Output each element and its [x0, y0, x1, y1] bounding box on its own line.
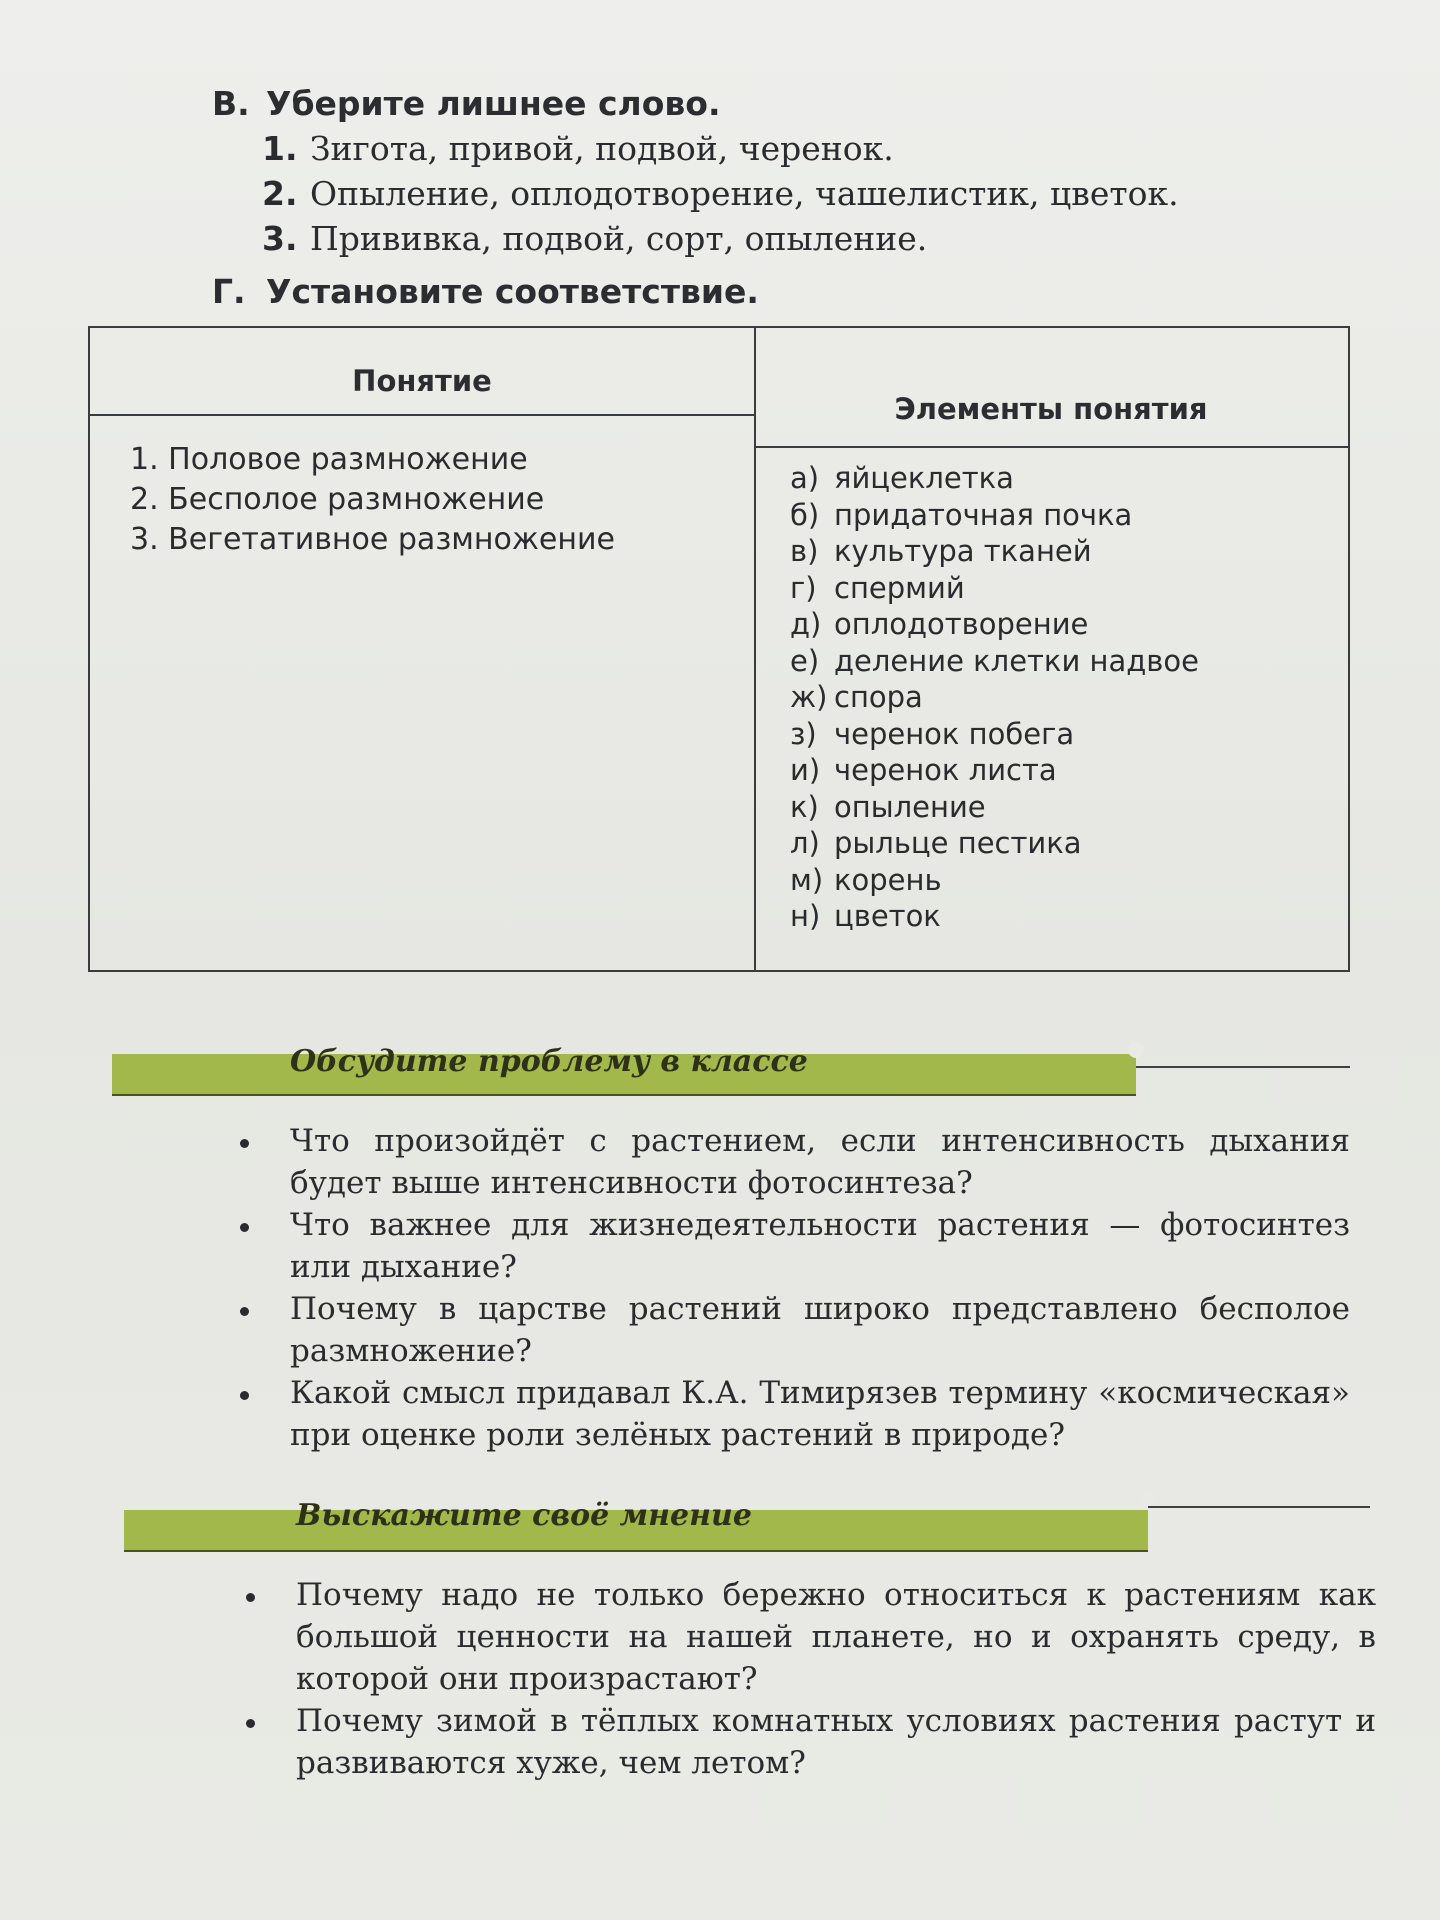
element-item — [790, 679, 1199, 716]
opinion-title: Выскажите своё мнение — [296, 1498, 752, 1533]
element-marker: д) — [790, 607, 822, 641]
item-text: Зигота, привой, подвой, черенок. — [310, 129, 894, 168]
element-marker: б) — [790, 497, 820, 532]
element-text: деление клетки надвое — [834, 643, 1199, 678]
opinion-question-list — [246, 1574, 1376, 1784]
element-text: спора — [834, 680, 923, 714]
element-marker: ж) — [790, 680, 828, 714]
element-list — [790, 460, 1199, 935]
element-item — [790, 862, 1199, 899]
banner-rule — [1136, 1066, 1350, 1068]
item-text: Прививка, подвой, сорт, опыление. — [310, 219, 928, 258]
element-text: черенок листа — [834, 753, 1057, 787]
discuss-question: Почему в царстве растений широко представлено бесполое размножение? — [240, 1288, 1350, 1372]
task-v-item — [262, 216, 1179, 261]
element-text: спермий — [834, 570, 965, 605]
column-header-elements: Элементы понятия — [894, 392, 1208, 426]
element-item — [790, 533, 1199, 570]
header-rule-left — [90, 414, 754, 416]
task-v-item — [262, 171, 1179, 216]
element-item — [790, 789, 1199, 826]
discuss-question: Какой смысл придавал К.А. Тимирязев термину «космическая» при оценке роли зелёных растений в природе? — [240, 1372, 1350, 1456]
element-text: рыльце пестика — [834, 826, 1082, 860]
element-item — [790, 716, 1199, 753]
task-g-heading — [212, 272, 759, 311]
element-marker: г) — [790, 570, 817, 605]
element-text: цветок — [834, 899, 941, 933]
element-marker: в) — [790, 534, 819, 568]
task-v-title: Уберите лишнее слово. — [266, 84, 721, 123]
task-g-title: Установите соответствие. — [266, 272, 759, 311]
opinion-question: Почему надо не только бережно относиться к растениям как большой ценности на нашей планете, но и охранять среду, в которой они произрастают? — [246, 1574, 1376, 1700]
element-item — [790, 643, 1199, 680]
concept-item: 3. Вегетативное размножение — [130, 522, 615, 557]
discuss-title: Обсудите проблему в классе — [290, 1044, 808, 1079]
concept-item: 2. Бесполое размножение — [130, 482, 545, 517]
opinion-question: Почему зимой в тёплых комнатных условиях растения растут и развиваются хуже, чем летом? — [246, 1700, 1376, 1784]
discuss-question: Что произойдёт с растением, если интенсивность дыхания будет выше интенсивности фотосинтеза? — [240, 1120, 1350, 1204]
task-v-heading — [212, 84, 721, 123]
element-text: опыление — [834, 789, 986, 824]
task-v-item — [262, 126, 1179, 171]
element-marker: н) — [790, 899, 821, 933]
element-marker: з) — [790, 716, 817, 751]
task-v-items — [262, 126, 1179, 261]
discuss-question: Что важнее для жизнедеятельности растения — фотосинтез или дыхание? — [240, 1204, 1350, 1288]
element-marker: к) — [790, 789, 819, 824]
element-marker: л) — [790, 826, 820, 860]
column-header-concept: Понятие — [352, 364, 492, 398]
concept-list — [130, 440, 615, 560]
element-text: черенок побега — [834, 716, 1075, 751]
element-marker: и) — [790, 753, 821, 787]
header-rule-right — [754, 446, 1348, 448]
element-text: культура тканей — [834, 534, 1092, 568]
concept-item: 1. Половое размножение — [130, 442, 528, 477]
element-item — [790, 752, 1199, 789]
element-item — [790, 825, 1199, 862]
element-text: яйцеклетка — [834, 461, 1014, 495]
element-marker: м) — [790, 862, 824, 897]
element-item — [790, 570, 1199, 607]
element-item — [790, 606, 1199, 643]
element-marker: е) — [790, 643, 820, 678]
item-text: Опыление, оплодотворение, чашелистик, цветок. — [310, 174, 1179, 213]
item-number: 1. — [262, 129, 298, 168]
banner-notch — [1140, 1490, 1156, 1506]
item-number: 3. — [262, 219, 298, 258]
item-number: 2. — [262, 174, 298, 213]
discuss-question-list — [240, 1120, 1350, 1456]
task-v-letter: В. — [212, 84, 250, 123]
element-item — [790, 898, 1199, 935]
banner-rule — [1148, 1506, 1370, 1508]
banner-notch — [1128, 1042, 1144, 1058]
element-item — [790, 497, 1199, 534]
element-marker: а) — [790, 461, 820, 495]
element-text: придаточная почка — [834, 497, 1133, 532]
element-text: корень — [834, 862, 942, 897]
task-g-letter: Г. — [212, 272, 246, 311]
element-text: оплодотворение — [834, 607, 1089, 641]
element-item — [790, 460, 1199, 497]
matching-table — [88, 326, 1350, 972]
